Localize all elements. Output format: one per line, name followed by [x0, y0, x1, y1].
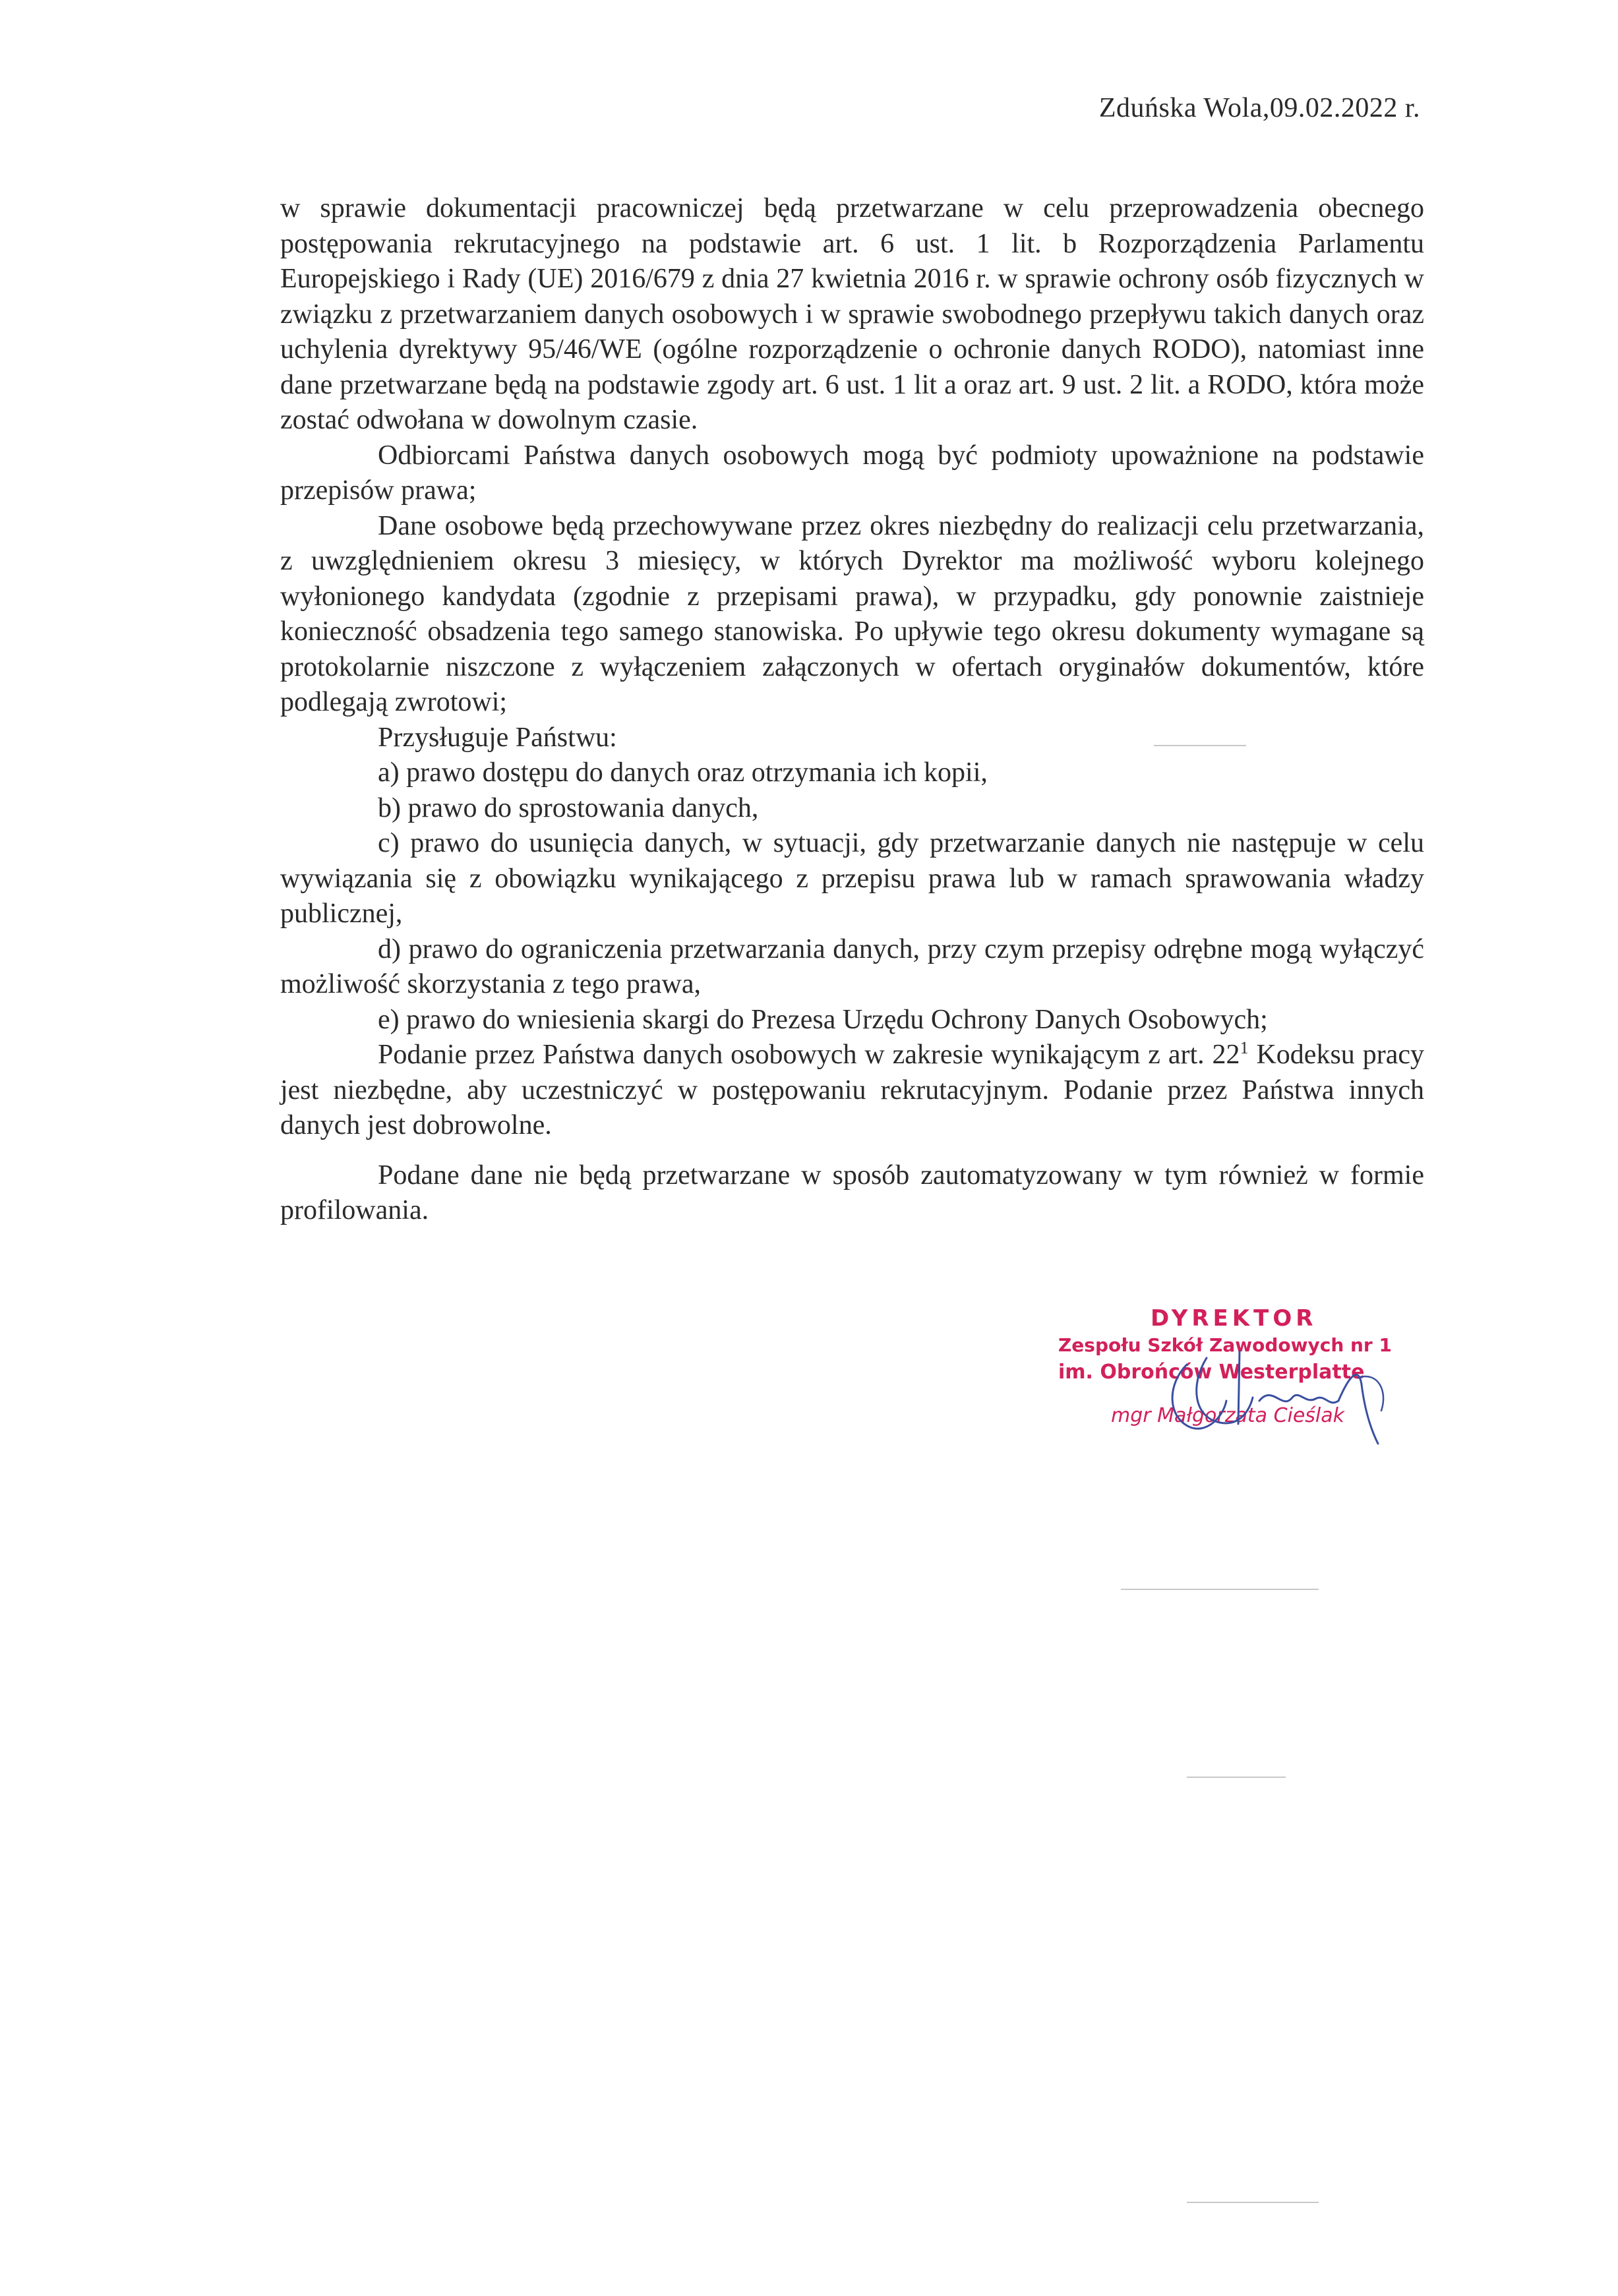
paragraph-recipients: Odbiorcami Państwa danych osobowych mogą być podmioty upoważnione na podstawie przepisów prawa; [280, 440, 1424, 506]
stamp-school-patron: im. Obrońców Westerplatte [1058, 1361, 1365, 1384]
paragraph-provision-requirement [280, 1038, 1424, 1144]
paragraph-automation: Podane dane nie będą przetwarzane w sposób zautomatyzowany w tym również w formie profilowania. [280, 1160, 1424, 1225]
handwritten-signature [1160, 1338, 1411, 1457]
scan-artifact [1187, 1777, 1286, 1778]
stamp-director-name: mgr Małgorzata Cieślak [1111, 1404, 1345, 1427]
paragraph-legal-basis: w sprawie dokumentacji pracowniczej będą przetwarzane w celu przeprowadzenia obecnego postępowania rekrutacyjnego na podstawie art. 6 ust. 1 lit. b Rozporządzenia Parlamentu Europejskiego i Rady (UE) 2016/679 z dnia 27 kwietnia 2016 r. w sprawie ochrony osób fizycznych w związku z przetwarzaniem danych osobowych i w sprawie swobodnego przepływu takich danych oraz uchylenia dyrektywy 95/46/WE (ogólne rozporządzenie o ochronie danych RODO), natomiast inne dane przetwarzane będą na podstawie zgody art. 6 ust. 1 lit a oraz art. 9 ust. 2 lit. a RODO, która może zostać odwołana w dowolnym czasie. [280, 193, 1424, 435]
right-item-a: a) prawo dostępu do danych oraz otrzymania ich kopii, [378, 757, 988, 788]
provision-text-end: Kodeksu pracy jest niezbędne, aby uczestniczyć w postępowaniu rekrutacyjnym. Podanie przez Państwa innych danych jest dobrowolne. [280, 1040, 1424, 1140]
stamp-school-name: Zespołu Szkół Zawodowych nr 1 [1058, 1334, 1392, 1356]
scan-artifact [1121, 1589, 1319, 1590]
scan-artifact [1154, 745, 1246, 746]
stamp-title: DYREKTOR [1151, 1305, 1317, 1332]
right-item-e: e) prawo do wniesienia skargi do Prezesa Urzędu Ochrony Danych Osobowych; [378, 1004, 1268, 1035]
document-body [280, 191, 1424, 1229]
place-date: Zduńska Wola,09.02.2022 r. [1098, 93, 1420, 123]
provision-text-start: Podanie przez Państwa danych osobowych w zakresie wynikającym z art. 22 [378, 1040, 1240, 1070]
article-superscript: 1 [1240, 1038, 1249, 1057]
right-item-c: c) prawo do usunięcia danych, w sytuacji, gdy przetwarzanie danych nie następuje w celu wywiązania się z obowiązku wynikającego z przepisu prawa lub w ramach sprawowania władzy publicznej, [280, 828, 1424, 929]
right-item-b: b) prawo do sprostowania danych, [378, 792, 759, 823]
rights-intro: Przysługuje Państwu: [378, 722, 617, 753]
right-item-d: d) prawo do ograniczenia przetwarzania danych, przy czym przepisy odrębne mogą wyłączyć możliwość skorzystania z tego prawa, [280, 933, 1424, 999]
paragraph-retention: Dane osobowe będą przechowywane przez okres niezbędny do realizacji celu przetwarzania, z uwzględnieniem okresu 3 miesięcy, w których Dyrektor ma możliwość wyboru kolejnego wyłonionego kandydata (zgodnie z przepisami prawa), w przypadku, gdy ponownie zaistnieje konieczność obsadzenia tego samego stanowiska. Po upływie tego okresu dokumenty wymagane są protokolarnie niszczone z wyłączeniem załączonych w ofertach oryginałów dokumentów, które podlegają zwrotowi; [280, 510, 1424, 717]
scan-artifact [1187, 2202, 1319, 2203]
